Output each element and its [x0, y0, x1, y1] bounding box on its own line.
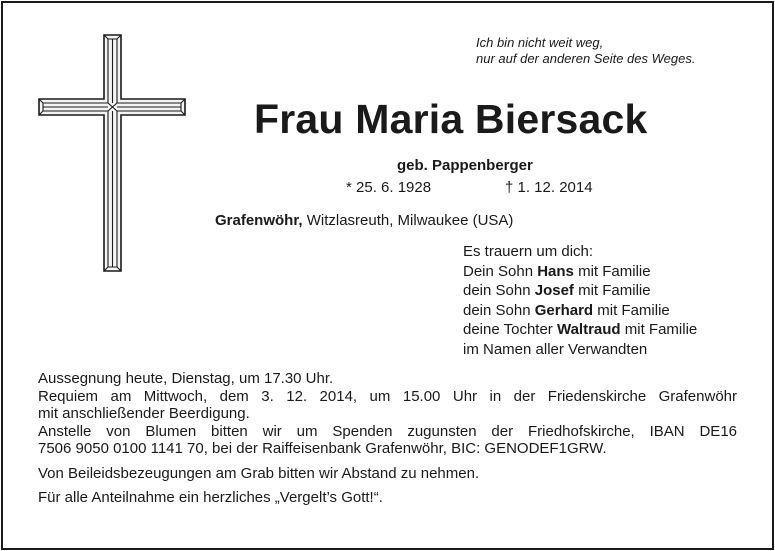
quote-line-2: nur auf der anderen Seite des Weges.	[476, 51, 696, 66]
birth-date: * 25. 6. 1928	[346, 179, 432, 196]
mourner-suffix: mit Familie	[593, 301, 670, 319]
latin-cross-icon	[37, 33, 187, 273]
mourner-relation: deine Tochter	[463, 321, 557, 338]
donation-note-line-2: 7506 9050 0100 1141 70, bei der Raiffeisenbank Grafenwöhr, BIC: GENODEF1GRW.	[38, 440, 607, 457]
donation-note-line-1: Anstelle von Blumen bitten wir um Spenden zugunsten der Friedhofskirche, IBAN DE16	[38, 422, 737, 440]
mourner-relation: dein Sohn	[463, 282, 535, 299]
mourner-suffix: mit Familie	[620, 321, 698, 338]
requiem-note-line-2: mit anschließender Beerdigung.	[38, 405, 250, 422]
mourner-name: Josef	[534, 282, 574, 299]
funeral-notes	[38, 370, 737, 507]
condolence-note: Von Beileidsbezeugungen am Grab bitten wir Abstand zu nehmen.	[38, 464, 480, 482]
blessing-note: Aussegnung heute, Dienstag, um 17.30 Uhr.	[38, 370, 334, 387]
deceased-name: Frau Maria Biersack	[254, 96, 648, 142]
mourner-relation: dein Sohn	[463, 301, 535, 319]
mourner-suffix: mit Familie	[573, 262, 651, 280]
quote-line-1: Ich bin nicht weit weg,	[476, 35, 604, 50]
places-line	[215, 212, 513, 229]
mourner-name: Hans	[537, 262, 574, 280]
place-rest: Witzlasreuth, Milwaukee (USA)	[302, 212, 514, 229]
death-date: † 1. 12. 2014	[505, 179, 593, 196]
mourners-outro: im Namen aller Verwandten	[463, 340, 648, 358]
maiden-name: geb. Pappenberger	[397, 157, 533, 174]
mourners-list	[463, 242, 697, 359]
mourner-name: Gerhard	[534, 301, 594, 319]
mourners-intro: Es trauern um dich:	[463, 243, 594, 260]
epitaph-quote	[476, 35, 695, 67]
mourner-entry	[463, 262, 697, 282]
requiem-note-line-1: Requiem am Mittwoch, dem 3. 12. 2014, um 15.00 Uhr in der Friedenskirche Grafenwöhr	[38, 387, 737, 405]
mourner-relation: Dein Sohn	[463, 262, 538, 280]
mourner-entry	[463, 301, 697, 321]
mourner-entry	[463, 320, 697, 340]
thanks-note: Für alle Anteilnahme ein herzliches „Vergelt’s Gott!“.	[38, 489, 383, 506]
mourner-suffix: mit Familie	[573, 282, 651, 299]
mourner-entry	[463, 281, 697, 301]
mourner-name: Waltraud	[556, 321, 621, 338]
place-main: Grafenwöhr,	[215, 212, 303, 229]
